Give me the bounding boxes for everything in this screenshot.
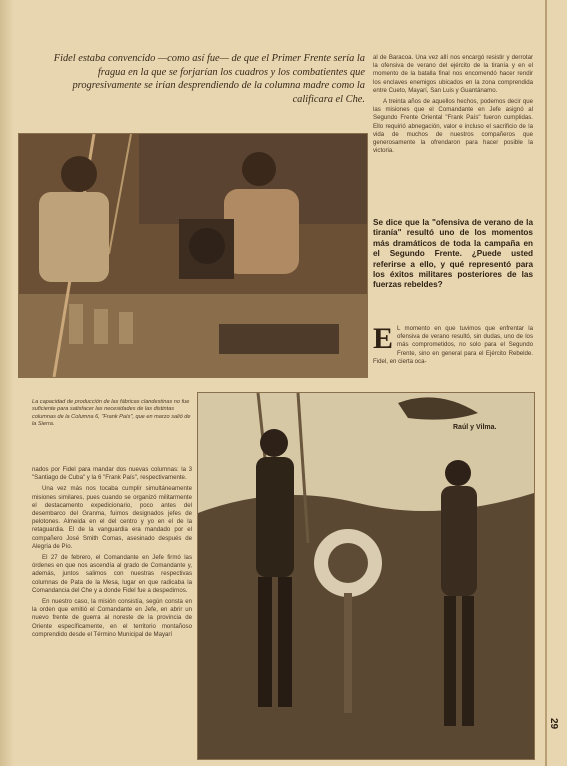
page-fold xyxy=(545,0,547,766)
raul-vilma-photo-illustration xyxy=(198,393,534,759)
pull-quote: Fidel estaba convencido —como así fue— de que el Primer Frente sería la fragua en la que se forjarían los cuadros y los combatientes que progresivamente se irían desprendiendo de la columna madre como la calificara el Che. xyxy=(53,53,365,105)
answer-text: L momento en que tuvimos que enfrentar la ofensiva de verano resultó, sin dudas, uno de los más comprometidos, no solo para el Segundo Frente, sino en general para el Ejército Rebelde. Fidel, en cierta oca- xyxy=(373,325,533,365)
page-number-text: 29 xyxy=(548,718,559,730)
interview-question: Se dice que la "ofensiva de verano de la tiranía" resultó uno de los momentos más dramáticos de toda la campaña en el Segundo Frente. ¿Puede usted referirse a ello, y qué representó para los éxitos militares posteriores de las fuerzas rebeldes? xyxy=(373,218,533,290)
drop-cap: E xyxy=(373,322,394,355)
paragraph: al de Baracoa. Una vez allí nos encargó resistir y derrotar la ofensiva de verano del ejército de la tiranía y en el momento de la batalla final nos encomendó hacer rendir los enclaves enemigos ubicados en la zona comprendida entre Cueto, Mayarí, San Luis y Guantánamo. xyxy=(373,54,533,94)
paragraph: A treinta años de aquellos hechos, podemos decir que las misiones que el Comandante en Jefe asignó al Segundo Frente Oriental "Frank País" fueron cumplidas. Ello requirió abnegación, valor e incluso el sacrificio de la vida de muchos de nuestros compañeros que generosamente la ofrendaron para hacer posible la victoria. xyxy=(373,98,533,155)
photo-caption-raul-vilma: Raúl y Vilma. xyxy=(453,424,497,431)
paragraph: Una vez más nos tocaba cumplir simultáneamente misiones similares, pues cuando se organizó militarmente el destacamento expedicionario, poco antes del desembarco del Granma, fuimos designados jefes de pelotones. Almeida en el del centro y yo en el de la retaguardia. El de la vanguardia era mandado por el compañero José Smith Comas, asesinado después de Alegría de Pío. xyxy=(32,485,192,550)
workshop-photo xyxy=(18,133,368,378)
paragraph: nados por Fidel para mandar dos nuevas columnas: la 3 "Santiago de Cuba" y la 6 "Frank País", respectivamente. xyxy=(32,466,192,482)
paragraph: En nuestro caso, la misión consistía, según consta en la orden que emitió el Comandante en Jefe, en abrir un nuevo frente de guerra al noreste de la provincia de Oriente específicamente, en el territorio montañoso comprendido desde el Término Municipal de Mayarí xyxy=(32,598,192,638)
photo-caption: La capacidad de producción de las fábricas clandestinas no fue suficiente para satisfacer las necesidades de las distintas columnas de la Columna 6, "Frank País", que en marzo salió de la Sierra. xyxy=(32,399,191,428)
page-edge xyxy=(0,0,14,766)
workshop-photo-illustration xyxy=(19,134,367,377)
raul-vilma-photo xyxy=(197,392,535,760)
paragraph: El 27 de febrero, el Comandante en Jefe firmó las órdenes en que nos ascendía al grado de Comandante y, además, juntos salimos con nuestras respectivas columnas de Pata de la Mesa, lugar en que radicaba la Comandancia del Che y a donde Fidel fue a despedirnos. xyxy=(32,554,192,594)
left-column xyxy=(32,466,192,642)
page-number xyxy=(545,708,559,746)
right-column-top xyxy=(373,54,533,158)
answer-paragraph xyxy=(373,322,533,366)
